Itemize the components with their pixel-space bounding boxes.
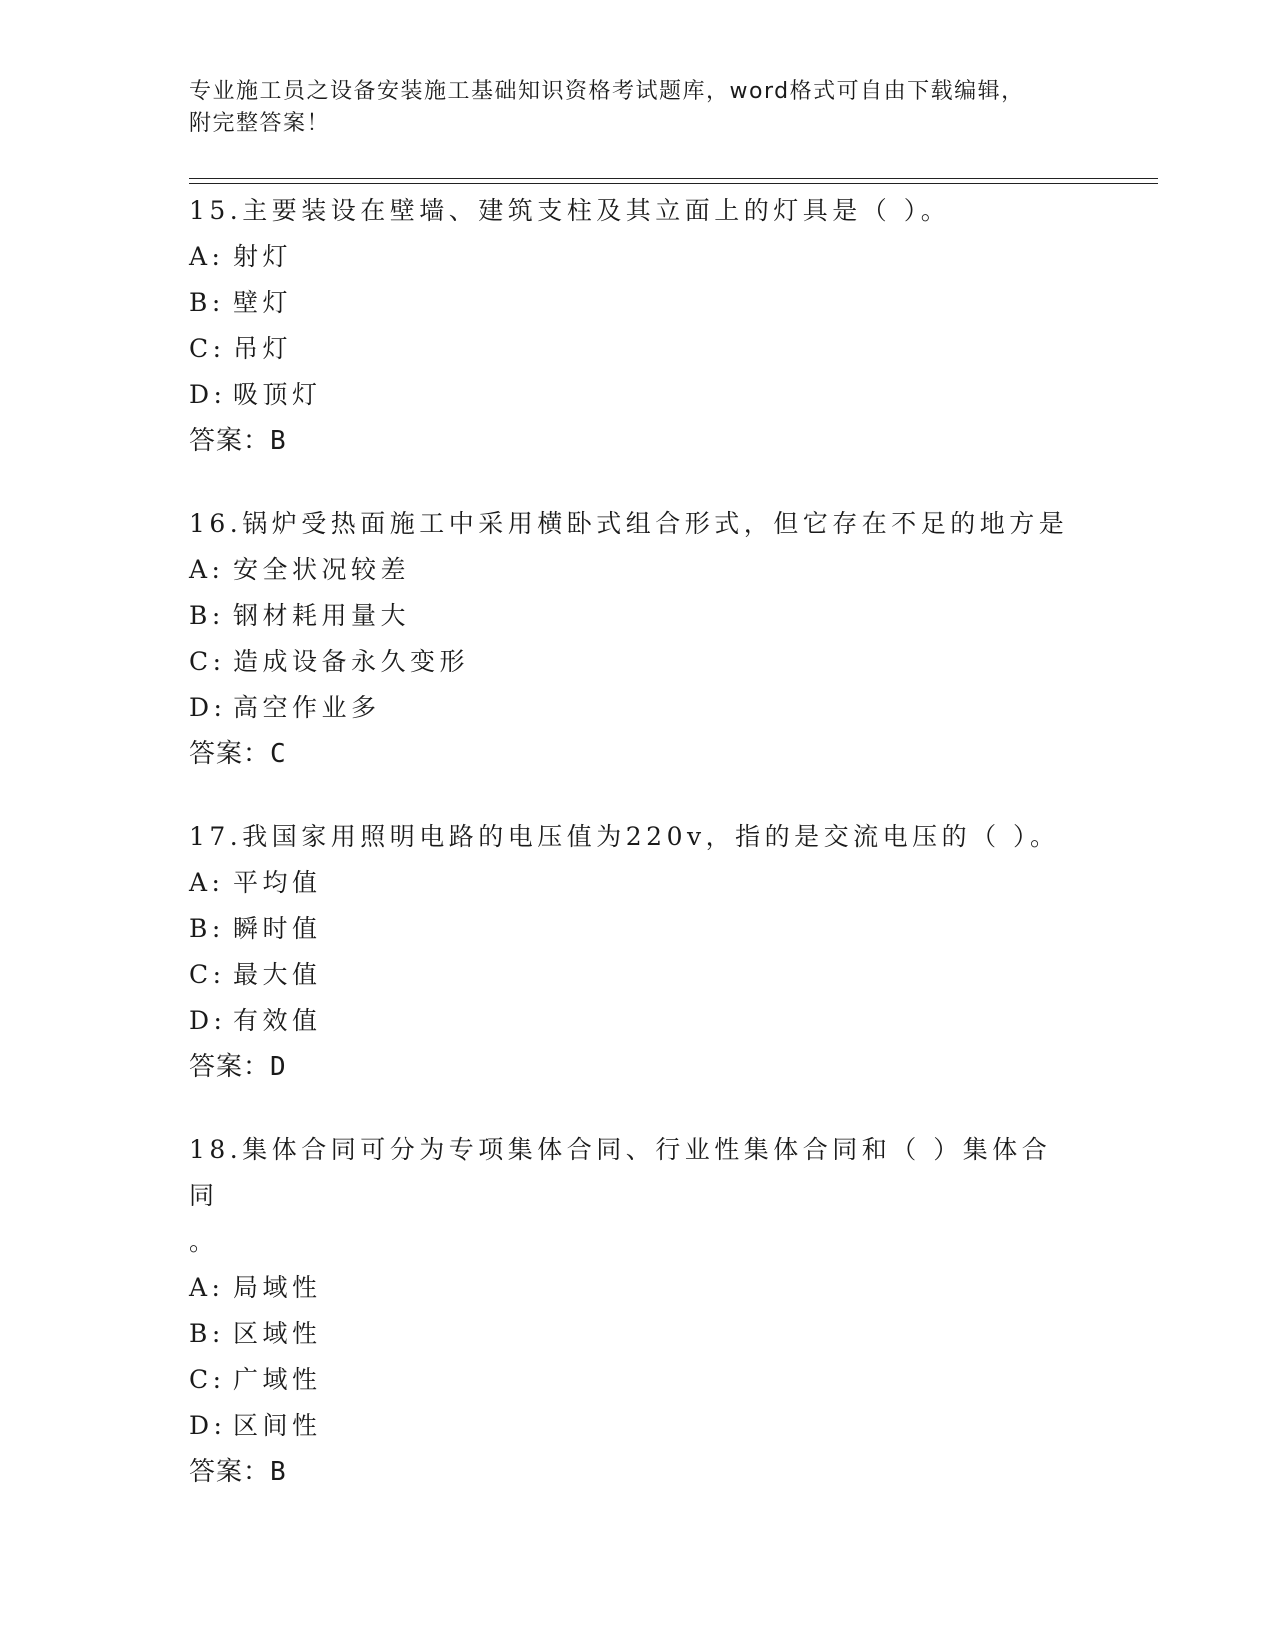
option-a [189, 547, 1189, 593]
option-text: 吸顶灯 [233, 380, 322, 409]
answer-value: B [270, 1457, 287, 1487]
answer-line [189, 418, 1189, 464]
option-d [189, 998, 1189, 1044]
option-b [189, 280, 1189, 326]
answer-value: B [270, 426, 287, 456]
option-text: 造成设备永久变形 [233, 647, 470, 676]
option-d [189, 372, 1189, 418]
option-a [189, 860, 1189, 906]
document-header [189, 76, 1069, 140]
option-key: C: [189, 1365, 226, 1394]
option-key: C: [189, 647, 226, 676]
option-key: A: [189, 242, 225, 271]
option-text: 安全状况较差 [233, 555, 411, 584]
option-b [189, 593, 1189, 639]
option-a [189, 234, 1189, 280]
option-d [189, 1403, 1189, 1449]
question-18 [189, 1127, 1189, 1495]
answer-line [189, 731, 1189, 777]
header-divider-top [189, 178, 1158, 179]
answer-value: C [270, 739, 287, 769]
question-text: 16.锅炉受热面施工中采用横卧式组合形式，但它存在不足的地方是 [189, 509, 1069, 538]
option-text: 局域性 [233, 1273, 322, 1302]
option-c [189, 1357, 1189, 1403]
answer-label: 答案： [189, 1457, 271, 1487]
option-key: B: [189, 1319, 225, 1348]
question-text: 18.集体合同可分为专项集体合同、行业性集体合同和（ ）集体合同 。 [189, 1135, 1052, 1256]
question-list [189, 188, 1189, 1532]
header-line-2: 附完整答案！ [189, 111, 331, 136]
option-key: A: [189, 1273, 225, 1302]
question-text: 15.主要装设在壁墙、建筑支柱及其立面上的灯具是（ ）。 [189, 196, 951, 225]
option-key: A: [189, 868, 225, 897]
question-text: 17.我国家用照明电路的电压值为220v，指的是交流电压的（ ）。 [189, 822, 1060, 851]
option-text: 壁灯 [233, 288, 293, 317]
question-17 [189, 814, 1189, 1090]
option-text: 射灯 [233, 242, 293, 271]
header-divider-bottom [189, 183, 1158, 184]
option-key: B: [189, 601, 225, 630]
option-text: 吊灯 [233, 334, 293, 363]
option-text: 区间性 [233, 1411, 322, 1440]
option-c [189, 952, 1189, 998]
option-text: 最大值 [233, 960, 322, 989]
option-text: 钢材耗用量大 [233, 601, 411, 630]
option-key: B: [189, 914, 225, 943]
option-text: 瞬时值 [233, 914, 322, 943]
option-key: D: [189, 1006, 227, 1035]
option-text: 高空作业多 [233, 693, 381, 722]
question-16 [189, 501, 1189, 777]
option-a [189, 1265, 1189, 1311]
option-b [189, 906, 1189, 952]
option-key: C: [189, 960, 226, 989]
option-b [189, 1311, 1189, 1357]
header-line-1: 专业施工员之设备安装施工基础知识资格考试题库，word格式可自由下载编辑， [189, 79, 1025, 104]
answer-label: 答案： [189, 426, 271, 456]
question-15 [189, 188, 1189, 464]
option-text: 区域性 [233, 1319, 322, 1348]
option-key: A: [189, 555, 225, 584]
option-text: 广域性 [233, 1365, 322, 1394]
answer-line [189, 1044, 1189, 1090]
option-c [189, 639, 1189, 685]
option-text: 有效值 [233, 1006, 322, 1035]
option-key: D: [189, 1411, 227, 1440]
option-c [189, 326, 1189, 372]
option-key: C: [189, 334, 226, 363]
option-d [189, 685, 1189, 731]
option-text: 平均值 [233, 868, 322, 897]
option-key: B: [189, 288, 225, 317]
option-key: D: [189, 693, 227, 722]
answer-line [189, 1449, 1189, 1495]
answer-label: 答案： [189, 1052, 271, 1082]
option-key: D: [189, 380, 227, 409]
answer-value: D [270, 1052, 287, 1082]
answer-label: 答案： [189, 739, 271, 769]
